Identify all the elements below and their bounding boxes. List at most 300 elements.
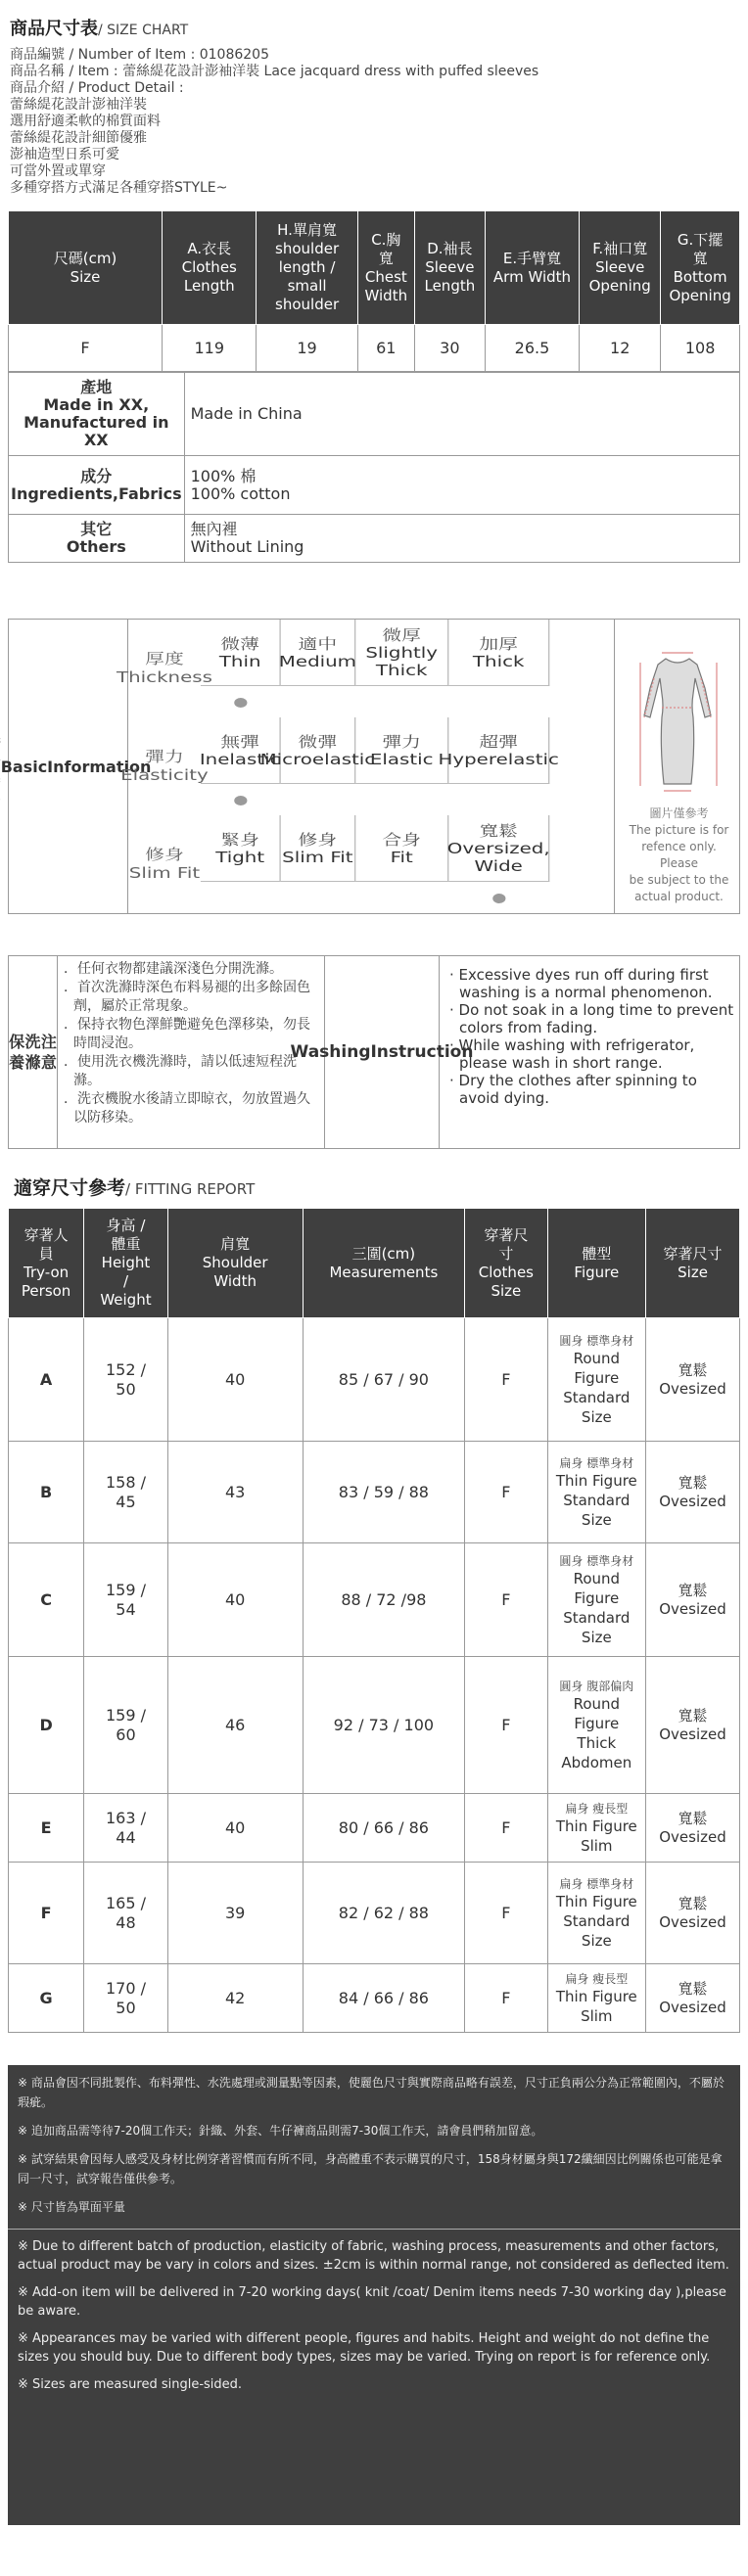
figure-line: Size: [581, 1931, 612, 1950]
option-zh: 加厚: [479, 634, 518, 653]
note-en: ※ Sizes are measured single-sided.: [18, 2377, 243, 2392]
option-en: Microelastic: [259, 750, 376, 768]
label-line: 保養: [9, 1033, 25, 1072]
shoulder-cell: 39: [167, 1863, 303, 1964]
size-cell: F: [465, 1794, 547, 1863]
header-line: Size: [70, 267, 101, 286]
fit-size-cell: [646, 1657, 740, 1794]
washing-note: ．使用洗衣機洗滌時，請以低速短程洗滌。: [64, 1054, 297, 1088]
shoulder-cell: 42: [167, 1964, 303, 2033]
height-weight-cell: [84, 1318, 168, 1442]
column-header: [257, 211, 357, 325]
option-en: Elastic: [369, 750, 434, 768]
height-weight-cell: [84, 1863, 168, 1964]
option-cell: [438, 717, 559, 784]
header-line: 寬: [378, 249, 394, 267]
caption-line: 圖片僅參考: [649, 806, 709, 820]
option-en: Thick: [375, 661, 428, 679]
header-line: 穿著人: [23, 1225, 69, 1244]
figure-line: Round: [573, 1569, 621, 1587]
table-row: [9, 1657, 740, 1794]
figure-line: Slim: [581, 1836, 613, 1855]
option-en: Thin: [218, 652, 261, 670]
washing-note: · While washing with refrigerator, please wash in short range.: [449, 1036, 695, 1072]
washing-label: [9, 956, 58, 1148]
option-zh: 適中: [298, 634, 338, 653]
size-cell: F: [465, 1543, 547, 1657]
option-zh: 無彈: [220, 732, 259, 751]
figure-line: Standard: [563, 1491, 631, 1509]
figure-line: Thin Figure: [555, 1892, 637, 1910]
figure-line: Standard: [563, 1608, 631, 1627]
shoulder-cell: 40: [167, 1543, 303, 1657]
note-zh: ※ 商品會因不同批製作、布料彈性、水洗處理或測量點等因素，使麗色尺寸與實際商品略有誤差，尺寸正負兩公分為正常範圍內，不屬於瑕疵。: [18, 2076, 725, 2109]
fit-size-cell: [646, 1863, 740, 1964]
height-weight-cell: [84, 1543, 168, 1657]
fit-line: Ovesized: [659, 1379, 726, 1398]
figure-cell: [547, 1543, 645, 1657]
size-cell: F: [465, 1964, 547, 2033]
meta-row: [9, 515, 740, 563]
header-line: Length: [183, 277, 235, 296]
header-line: A.衣長: [187, 240, 232, 258]
figure-line: Figure: [574, 1368, 620, 1387]
caption-line: be subject to the: [629, 873, 729, 887]
label-en: Slim Fit: [128, 864, 201, 882]
figure-zh: 圓身 腹部偏肉: [559, 1679, 634, 1693]
header-line: F.袖口寬: [592, 240, 648, 258]
hw-line: 159 /: [105, 1580, 146, 1599]
figure-zh: 圓身 標準身材: [559, 1333, 634, 1348]
dress-figure: [614, 620, 739, 913]
column-header: [9, 211, 163, 325]
table-row: [9, 1318, 740, 1442]
person-cell: F: [9, 1863, 84, 1964]
fit-size-cell: [646, 1318, 740, 1442]
hw-line: 48: [116, 1912, 136, 1932]
column-header: [357, 211, 414, 325]
header-line: 穿著尺: [484, 1225, 529, 1244]
label-line: XX: [83, 431, 109, 450]
heading-line: Instruction: [370, 1041, 474, 1062]
figure-cell: [547, 1318, 645, 1442]
row-label: [120, 717, 209, 815]
hw-line: 158 /: [105, 1472, 146, 1492]
figure-line: Size: [581, 1407, 612, 1426]
figure-line: Thin Figure: [555, 1817, 637, 1835]
washing-note: ．首次洗滌時深色布料易褪的出多餘固色劑，屬於正常現象。: [64, 980, 310, 1014]
person-cell: G: [9, 1964, 84, 2033]
basic-info-panel: [0, 619, 740, 914]
caption-line: refence only. Please: [641, 840, 717, 870]
option-cell: [448, 815, 549, 882]
washing-note: · Excessive dyes run off during first washing is a normal phenomenon.: [449, 966, 713, 1001]
fit-line: 寬鬆: [678, 1809, 708, 1827]
table-cell: 61: [357, 325, 414, 372]
fit-line: Ovesized: [659, 1725, 726, 1743]
washing-note: ．保持衣物色澤鮮艷避免色澤移染，勿長時間浸泡。: [64, 1017, 310, 1051]
info-line: 多種穿搭方式滿足各種穿搭STYLE~: [10, 180, 228, 197]
figure-cell: [547, 1964, 645, 2033]
label-line: 產地: [80, 378, 113, 397]
header-line: /: [122, 1272, 128, 1290]
header-line: 體型: [582, 1244, 612, 1263]
option-cell: [355, 717, 448, 784]
label-line: Made in XX,: [43, 395, 150, 415]
person-cell: B: [9, 1442, 84, 1543]
option-en: Slightly: [365, 643, 439, 662]
fit-line: Ovesized: [659, 1492, 726, 1510]
meta-value: [184, 373, 739, 456]
info-line: 商品名稱 / Item : 蕾絲緹花設計澎袖洋裝 Lace jacquard dress with puffed sleeves: [10, 64, 539, 80]
fit-line: 寬鬆: [678, 1473, 708, 1492]
header-line: shoulder: [275, 296, 340, 314]
value-line: 100% cotton: [190, 483, 291, 503]
hw-line: 163 /: [105, 1808, 146, 1827]
fit-size-cell: [646, 1794, 740, 1863]
washing-notes-zh: [64, 960, 318, 1127]
shoulder-cell: 40: [167, 1318, 303, 1442]
value-line: Made in China: [190, 404, 303, 424]
fit-line: Ovesized: [659, 1998, 726, 2016]
figure-line: Size: [581, 1628, 612, 1646]
info-line: 商品介紹 / Product Detail :: [10, 80, 184, 97]
option-cell: [201, 815, 281, 882]
selected-dot: [234, 698, 247, 708]
header-line: 肩寬: [220, 1235, 251, 1253]
measurements-cell: 84 / 66 / 86: [303, 1964, 465, 2033]
table-cell: 108: [661, 325, 740, 372]
figure-line: Abdomen: [561, 1753, 632, 1771]
info-line: 蕾絲緹花設計細節優雅: [10, 130, 147, 147]
figure-line: Round: [573, 1349, 621, 1367]
shoulder-cell: 40: [167, 1794, 303, 1863]
header-line: 員: [38, 1244, 54, 1263]
figure-zh: 扁身 瘦長型: [565, 1971, 629, 1986]
option-zh: 超彈: [479, 732, 518, 751]
header-line: Figure: [574, 1263, 620, 1281]
basic-info-label: [0, 620, 152, 913]
header-line: Width: [213, 1272, 257, 1290]
measurements-cell: 80 / 66 / 86: [303, 1794, 465, 1863]
fit-line: Ovesized: [659, 1912, 726, 1931]
washing-instruction-heading: [290, 956, 474, 1148]
meta-value: [184, 515, 739, 563]
fit-size-cell: [646, 1543, 740, 1657]
fit-line: Ovesized: [659, 1827, 726, 1846]
figure-line: Round: [573, 1694, 621, 1713]
column-header: [485, 211, 579, 325]
column-header: [580, 211, 661, 325]
header-line: 寬: [692, 249, 708, 267]
header-line: 三圍(cm): [351, 1244, 416, 1263]
washing-notes-en: [445, 966, 737, 1107]
option-zh: 合身: [382, 830, 421, 849]
option-en: Thick: [472, 652, 525, 670]
height-weight-cell: [84, 1657, 168, 1794]
figure-cell: [547, 1794, 645, 1863]
fit-line: Ovesized: [659, 1599, 726, 1618]
meta-row: [9, 373, 740, 456]
hw-line: 165 /: [105, 1893, 146, 1912]
washing-note: · Dry the clothes after spinning to avoid dying.: [449, 1072, 697, 1107]
figure-line: Thick: [577, 1733, 617, 1752]
heading-line: Washing: [290, 1041, 371, 1062]
header-line: Height: [101, 1254, 151, 1271]
note-en: ※ Due to different batch of production, elasticity of fabric, washing process, measurements and other factors, actual product may be vary in colors and sizes. ±2cm is within normal range, not considered as deflected item.: [18, 2239, 729, 2273]
table-row: [9, 325, 740, 372]
dress-diagram-icon: [615, 620, 740, 805]
header-line: Width: [364, 286, 408, 304]
notes-panel: [8, 2065, 740, 2525]
person-cell: A: [9, 1318, 84, 1442]
selected-dot: [492, 894, 505, 903]
column-header: [163, 211, 257, 325]
hw-line: 159 /: [105, 1705, 146, 1725]
fit-line: 寬鬆: [678, 1706, 708, 1725]
selected-dot: [234, 796, 247, 805]
header-line: length /: [278, 258, 336, 277]
info-line: 可當外置或單穿: [10, 163, 106, 180]
option-cell: [259, 717, 376, 784]
header-line: Arm Width: [492, 267, 572, 286]
label-zh: 彈力: [145, 748, 184, 765]
label-line: Others: [66, 537, 126, 557]
header-line: D.袖長: [427, 240, 473, 258]
header-line: Clothes: [478, 1263, 534, 1281]
measurements-cell: 82 / 62 / 88: [303, 1863, 465, 1964]
figure-zh: 扁身 標準身材: [559, 1876, 634, 1891]
info-line: 澎袖造型日系可愛: [10, 147, 119, 163]
header-line: 體重: [111, 1235, 141, 1253]
size-chart-title: 商品尺寸表/ SIZE CHART: [10, 19, 189, 39]
header-line: small: [287, 277, 327, 296]
washing-panel: [8, 955, 740, 1149]
product-meta-table: [8, 372, 740, 563]
notes-divider: [8, 2229, 740, 2230]
header-line: 身高 /: [106, 1217, 146, 1234]
hw-line: 45: [116, 1492, 136, 1511]
info-line: 商品編號 / Number of Item : 01086205: [10, 47, 269, 64]
person-cell: C: [9, 1543, 84, 1657]
fit-line: 寬鬆: [678, 1894, 708, 1912]
option-en: Medium: [278, 652, 356, 670]
label-zh: 修身: [145, 846, 184, 863]
column-header: [646, 1209, 740, 1318]
option-zh: 微厚: [382, 625, 421, 644]
height-weight-cell: [84, 1964, 168, 2033]
label-zh: 厚度: [145, 650, 184, 667]
washing-note: ．洗衣機脫水後請立即晾衣，勿放置過久以防移染。: [64, 1091, 310, 1126]
header-line: 尺碼(cm): [53, 249, 117, 267]
option-cell: [281, 815, 356, 882]
header-line: Size: [491, 1281, 522, 1300]
size-cell: F: [465, 1442, 547, 1543]
header-line: Clothes: [181, 258, 237, 277]
note-zh: ※ 尺寸皆為單面平量: [18, 2200, 125, 2214]
figure-line: Standard: [563, 1911, 631, 1930]
label-line: 成分: [80, 466, 113, 485]
option-cell: [448, 620, 549, 686]
figure-line: Thin Figure: [555, 1987, 637, 2005]
value-line: Without Lining: [190, 537, 304, 557]
table-row: [9, 1863, 740, 1964]
hw-line: 44: [116, 1827, 136, 1847]
fit-size-cell: [646, 1964, 740, 2033]
option-en: Slim Fit: [282, 848, 353, 866]
label-en: Thickness: [117, 668, 212, 686]
table-row: [9, 1442, 740, 1543]
washing-note: ．任何衣物都建議深淺色分開洗滌。: [64, 961, 283, 977]
header-line: Chest: [364, 267, 407, 286]
option-zh: 緊身: [220, 830, 259, 849]
option-en: Wide: [474, 856, 523, 875]
header-line: Bottom: [673, 267, 727, 286]
table-row: [9, 1964, 740, 2033]
figure-zh: 扁身 瘦長型: [565, 1801, 629, 1816]
meta-label: [9, 515, 185, 563]
header-line: C.胸: [371, 230, 401, 249]
hw-line: 170 /: [105, 1978, 146, 1998]
option-cell: [355, 815, 448, 882]
caption-line: actual product.: [634, 890, 724, 903]
option-zh: 微薄: [220, 634, 259, 653]
info-line: 蕾絲緹花設計澎袖洋裝: [10, 97, 147, 114]
column-header: [547, 1209, 645, 1318]
option-zh: 修身: [298, 830, 338, 849]
header-line: Length: [424, 277, 476, 296]
size-cell: F: [465, 1318, 547, 1442]
table-row: [9, 1543, 740, 1657]
option-en: Fit: [390, 848, 413, 866]
meta-row: [9, 456, 740, 515]
column-header: [167, 1209, 303, 1318]
option-cell: [278, 620, 356, 686]
table-row: [9, 1794, 740, 1863]
figure-line: Slim: [581, 2006, 613, 2025]
figure-line: Figure: [574, 1588, 620, 1607]
meta-label: [9, 373, 185, 456]
label-line: 洗滌: [24, 1033, 41, 1072]
value-line: 無內裡: [190, 520, 238, 539]
header-line: E.手臂寬: [502, 249, 562, 267]
option-en: Tight: [215, 848, 265, 866]
column-header: [465, 1209, 547, 1318]
size-cell: F: [465, 1863, 547, 1964]
header-line: Opening: [588, 277, 651, 296]
info-line: 選用舒適柔軟的棉質面料: [10, 114, 161, 130]
figure-cell: [547, 1863, 645, 1964]
option-en: Oversized,: [446, 839, 550, 857]
header-line: H.單肩寬: [277, 221, 337, 240]
table-cell: 119: [163, 325, 257, 372]
fit-line: 寬鬆: [678, 1581, 708, 1599]
figure-zh: 扁身 標準身材: [559, 1455, 634, 1470]
option-cell: [355, 620, 448, 686]
figure-caption: [623, 805, 735, 905]
table-cell: F: [9, 325, 163, 372]
meta-value: [184, 456, 739, 515]
size-cell: F: [465, 1657, 547, 1794]
label-line: 注意: [40, 1033, 57, 1072]
hw-line: 50: [116, 1379, 136, 1399]
fit-line: 寬鬆: [678, 1979, 708, 1998]
figure-cell: [547, 1442, 645, 1543]
header-line: Measurements: [329, 1263, 439, 1281]
fit-line: 寬鬆: [678, 1360, 708, 1379]
option-en: Inelastic: [199, 750, 281, 768]
shoulder-cell: 43: [167, 1442, 303, 1543]
option-zh: 寬鬆: [479, 821, 518, 840]
label-line: Basic: [0, 757, 48, 776]
header-line: Opening: [669, 286, 731, 304]
header-line: shoulder: [275, 240, 340, 258]
washing-note: · Do not soak in a long time to prevent colors from fading.: [449, 1001, 734, 1036]
note-zh: ※ 試穿結果會因每人感受及身材比例穿著習慣而有所不同，身高體重不表示購買的尺寸，158身材屬身與172纖細因比例關係也可能是拿同一尺寸，試穿報告僅供參考。: [18, 2152, 723, 2185]
hw-line: 54: [116, 1599, 136, 1619]
label-line: Manufactured in: [23, 413, 169, 433]
column-header: [84, 1209, 168, 1318]
header-line: Shoulder: [202, 1254, 268, 1271]
figure-line: Size: [581, 1510, 612, 1529]
label-line: Ingredients,Fabrics: [11, 483, 182, 503]
figure-line: Thin Figure: [555, 1471, 637, 1490]
header-line: Person: [21, 1281, 71, 1300]
column-header: [303, 1209, 465, 1318]
table-cell: 30: [414, 325, 485, 372]
fit-size-cell: [646, 1442, 740, 1543]
hw-line: 60: [116, 1725, 136, 1744]
column-header: [414, 211, 485, 325]
note-en: ※ Add-on item will be delivered in 7-20 working days( knit /coat/ Denim items needs 7-30 working day ),please be aware.: [18, 2285, 726, 2319]
row-label: [117, 620, 212, 717]
header-line: Try-on: [23, 1263, 70, 1281]
option-zh: 微彈: [298, 732, 338, 751]
header-line: Sleeve: [595, 258, 645, 277]
hw-line: 50: [116, 1998, 136, 2017]
measurements-cell: 92 / 73 / 100: [303, 1657, 465, 1794]
column-header: [9, 1209, 84, 1318]
measurements-cell: 88 / 72 /98: [303, 1543, 465, 1657]
height-weight-cell: [84, 1794, 168, 1863]
header-line: 穿著尺寸: [663, 1244, 723, 1263]
height-weight-cell: [84, 1442, 168, 1543]
meta-label: [9, 456, 185, 515]
header-line: 寸: [498, 1244, 514, 1263]
hw-line: 152 /: [105, 1359, 146, 1379]
label-line: 其它: [80, 520, 113, 539]
product-info: [0, 47, 748, 197]
figure-line: Figure: [574, 1714, 620, 1732]
option-en: Hyperelastic: [438, 750, 559, 768]
header-line: Weight: [100, 1291, 152, 1309]
shoulder-cell: 46: [167, 1657, 303, 1794]
measurements-cell: 83 / 59 / 88: [303, 1442, 465, 1543]
label-line: Information: [47, 757, 152, 776]
figure-line: Standard: [563, 1388, 631, 1406]
table-cell: 12: [580, 325, 661, 372]
figure-cell: [547, 1657, 645, 1794]
option-cell: [201, 620, 281, 686]
header-line: Size: [678, 1263, 708, 1281]
size-chart-table: [8, 210, 740, 372]
note-en: ※ Appearances may be varied with different people, figures and habits. Height and weight do not define the sizes you should buy. Due to different body types, sizes may be varied. Trying on report is for reference only.: [18, 2331, 711, 2365]
caption-line: The picture is for: [629, 823, 729, 837]
measurements-cell: 85 / 67 / 90: [303, 1318, 465, 1442]
fitting-report-title: 適穿尺寸參考/ FITTING REPORT: [14, 1177, 256, 1199]
column-header: [661, 211, 740, 325]
option-zh: 彈力: [382, 732, 421, 751]
